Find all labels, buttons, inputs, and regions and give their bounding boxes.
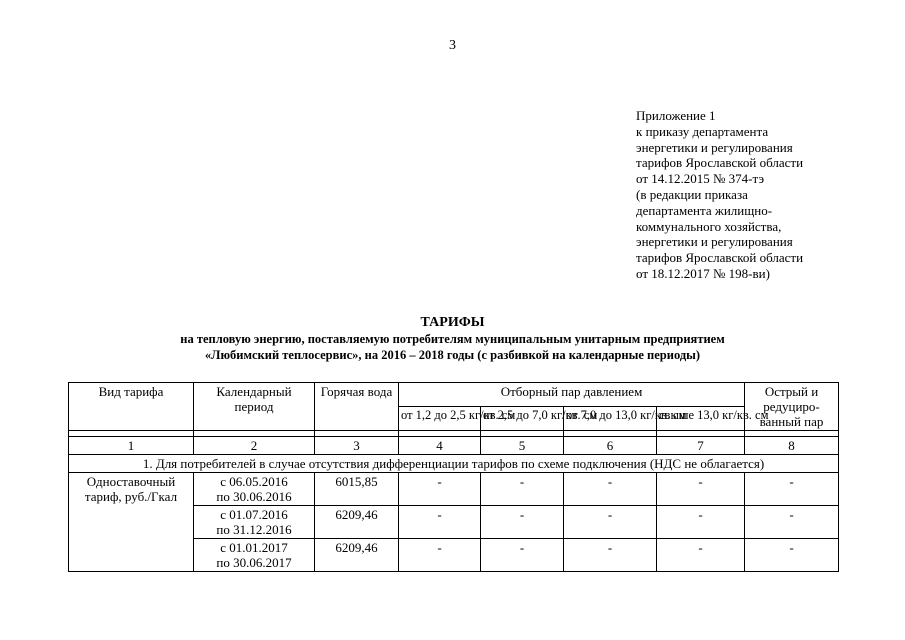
period-to: по 31.12.2016 <box>216 522 292 537</box>
period-from: с 06.05.2016 <box>220 474 288 489</box>
hot-water-cell: 6209,46 <box>315 539 399 572</box>
steam-cell: - <box>481 473 564 506</box>
hot-water-cell: 6015,85 <box>315 473 399 506</box>
sharp-steam-cell: - <box>745 539 839 572</box>
appendix-line: тарифов Ярославской области <box>636 250 804 266</box>
header-steam-3 <box>564 407 687 431</box>
period-to: по 30.06.2017 <box>216 555 292 570</box>
appendix-line: энергетики и регулирования <box>636 139 793 155</box>
column-number: 6 <box>564 437 657 455</box>
title-line-1: на тепловую энергию, поставляемую потребителям муниципальным унитарным предприятием <box>180 332 725 346</box>
period-from: с 01.01.2017 <box>220 540 288 555</box>
header-steam-2 <box>481 407 598 431</box>
column-number: 4 <box>399 437 481 455</box>
appendix-line: тарифов Ярославской области <box>636 155 804 171</box>
period-cell <box>194 473 315 506</box>
steam-cell: - <box>564 506 657 539</box>
header-steam-3-text: от 7,0 до 13,0 кг/кв. см <box>566 408 687 422</box>
appendix-line: департамента жилищно- <box>636 202 773 218</box>
header-steam-1 <box>399 407 516 431</box>
appendix-line: к приказу департамента <box>636 123 769 139</box>
appendix-line: от 14.12.2015 № 374-тэ <box>636 171 765 187</box>
sharp-steam-cell: - <box>745 473 839 506</box>
column-number: 3 <box>315 437 399 455</box>
steam-cell: - <box>399 539 481 572</box>
period-from: с 01.07.2016 <box>220 507 288 522</box>
steam-cell: - <box>481 539 564 572</box>
column-number: 1 <box>69 437 194 455</box>
steam-cell: - <box>564 473 657 506</box>
tariffs-table <box>68 382 839 572</box>
section-title: 1. Для потребителей в случае отсутствия дифференциации тарифов по схеме подключения (НДС не облагается) <box>69 455 839 473</box>
appendix-line: от 18.12.2017 № 198-ви) <box>636 265 770 281</box>
steam-cell: - <box>399 473 481 506</box>
period-cell <box>194 506 315 539</box>
header-steam-1-text: от 1,2 до 2,5 кг/кв. см <box>401 408 516 422</box>
header-steam-2-text: от 2,5 до 7,0 кг/кв. см <box>483 408 598 422</box>
steam-cell: - <box>481 506 564 539</box>
sharp-steam-cell: - <box>745 506 839 539</box>
appendix-line: (в редакции приказа <box>636 186 748 202</box>
steam-cell: - <box>657 473 745 506</box>
column-numbers-row <box>69 437 839 455</box>
column-number: 8 <box>745 437 839 455</box>
header-tariff-type: Вид тарифа <box>69 383 194 431</box>
hot-water-cell: 6209,46 <box>315 506 399 539</box>
title-line-2: «Любимский теплосервис», на 2016 – 2018 годы (с разбивкой на календарные периоды) <box>204 348 701 362</box>
header-row <box>69 383 839 407</box>
appendix-line: энергетики и регулирования <box>636 234 793 250</box>
header-hot-water: Горячая вода <box>315 383 399 431</box>
appendix-line: коммунального хозяйства, <box>636 218 782 234</box>
header-steam: Отборный пар давлением <box>399 383 745 407</box>
page-number: 3 <box>449 38 456 53</box>
title-main: ТАРИФЫ <box>420 315 485 330</box>
steam-cell: - <box>564 539 657 572</box>
appendix-block <box>636 108 803 282</box>
appendix-line: Приложение 1 <box>636 108 716 123</box>
document-title <box>0 314 905 363</box>
steam-cell: - <box>657 506 745 539</box>
column-number: 5 <box>481 437 564 455</box>
header-period: Календарный период <box>194 383 315 431</box>
steam-cell: - <box>399 506 481 539</box>
column-number: 7 <box>657 437 745 455</box>
steam-cell: - <box>657 539 745 572</box>
header-steam-4 <box>657 407 769 431</box>
tariff-type-cell: Одноставочный тариф, руб./Гкал <box>69 473 194 572</box>
period-to: по 30.06.2016 <box>216 489 292 504</box>
column-number: 2 <box>194 437 315 455</box>
header-sharp-steam: Острый и редуциро-ванный пар <box>745 383 839 431</box>
table-row <box>69 473 839 506</box>
period-cell <box>194 539 315 572</box>
section-row <box>69 455 839 473</box>
header-steam-4-text: свыше 13,0 кг/кв. см <box>659 408 769 422</box>
